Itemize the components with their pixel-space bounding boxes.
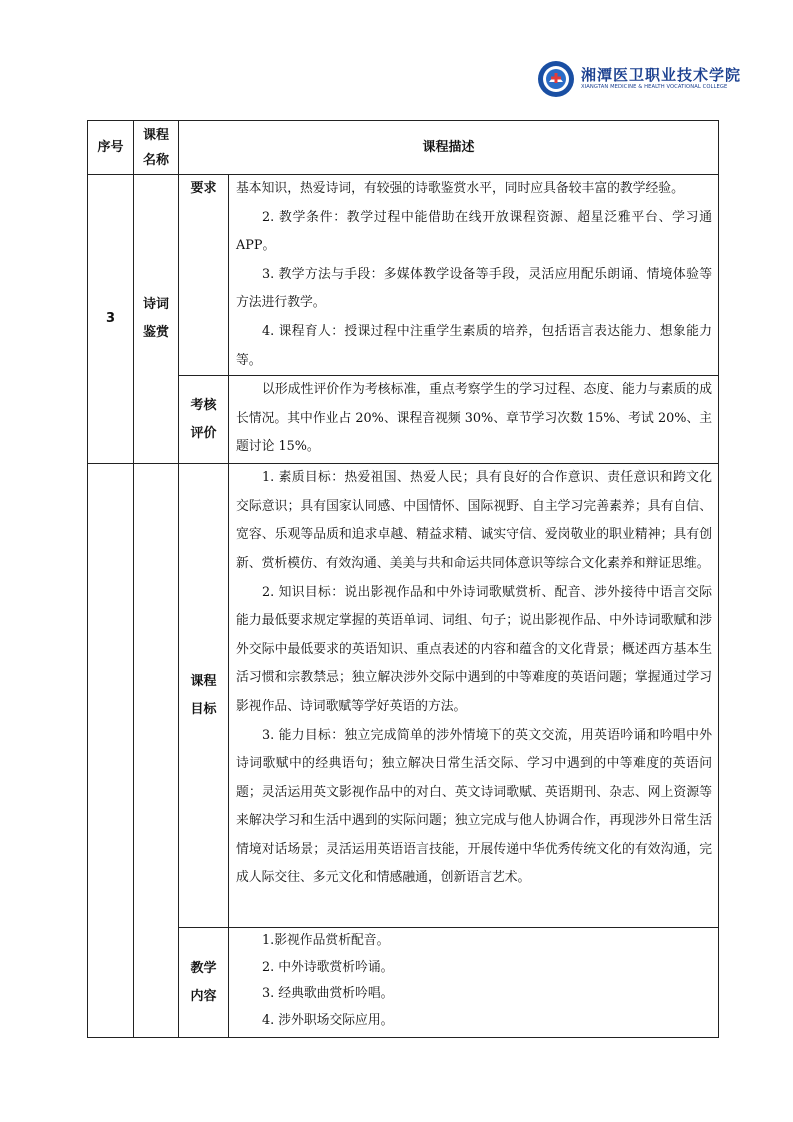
row-course-name: 诗词 鉴赏 bbox=[134, 175, 179, 464]
goal-paragraph: 1. 素质目标：热爱祖国、热爱人民；具有良好的合作意识、责任意识和跨文化交际意识；具有国家认同感、中国情怀、国际视野、自主学习完善素养；具有自信、宽容、乐观等品质和追求卓越、精益求精、诚实守信、爱岗敬业的职业精神；具有创新、赏析模仿、有效沟通、美美与共和命运共同体意识等综合文化素养和辩证思维。 bbox=[236, 470, 713, 571]
table-row bbox=[88, 464, 719, 928]
table-row bbox=[88, 175, 719, 376]
content-item: 2. 中外诗歌赏析吟诵。 bbox=[262, 959, 394, 975]
goal-paragraph: 3. 能力目标：独立完成简单的涉外情境下的英文交流，用英语吟诵和吟唱中外诗词歌赋中的经典语句；独立解决日常生活交际、学习中遇到的中等难度的英语问题；灵活运用英文影视作品中的对白、英文诗词歌赋、英语期刊、杂志、网上资源等来解决学习和生活中遇到的实际问题；独立完成与他人协调合作，再现涉外日常生活情境对话场景；灵活运用英语语言技能，开展传递中华优秀传统文化的有效沟通，完成人际交往、多元文化和情感融通，创新语言艺术。 bbox=[236, 727, 713, 886]
row-no-empty bbox=[88, 464, 134, 1038]
evaluation-cell bbox=[229, 376, 719, 464]
requirements-line: 4. 课程育人：授课过程中注重学生素质的培养，包括语言表达能力、想象能力等。 bbox=[236, 323, 713, 368]
table-row bbox=[88, 376, 719, 464]
table-row bbox=[88, 928, 719, 1038]
course-goals-cell bbox=[229, 464, 719, 928]
college-seal-icon bbox=[537, 60, 575, 98]
college-logo bbox=[537, 60, 742, 100]
header-description: 课程描述 bbox=[179, 121, 719, 175]
course-goals-label: 课程 目标 bbox=[179, 464, 229, 928]
requirements-label: 要求 bbox=[179, 175, 229, 376]
header-course-name: 课程 名称 bbox=[134, 121, 179, 175]
row-no: 3 bbox=[88, 175, 134, 464]
goal-paragraph: 2. 知识目标：说出影视作品和中外诗词歌赋赏析、配音、涉外接待中语言交际能力最低要求规定掌握的英语单词、词组、句子；说出影视作品、中外诗词歌赋和涉外交际中最低要求的英语知识、重点表述的内容和蕴含的文化背景；概述西方基本生活习惯和宗教禁忌；独立解决涉外交际中遇到的中等难度的英语问题；掌握通过学习影视作品、诗词歌赋等学好英语的方法。 bbox=[236, 584, 713, 714]
content-item: 4. 涉外职场交际应用。 bbox=[262, 1012, 394, 1028]
header-no: 序号 bbox=[88, 121, 134, 175]
evaluation-text: 以形成性评价作为考核标准，重点考察学生的学习过程、态度、能力与素质的成长情况。其中作业占 20%、课程音视频 30%、章节学习次数 15%、考试 20%、主题讨论 15%。 bbox=[236, 382, 713, 455]
teaching-content-cell bbox=[229, 928, 719, 1038]
table-header-row bbox=[88, 121, 719, 175]
college-name-en: XIANGTAN MEDICINE & HEALTH VOCATIONAL COLLEGE bbox=[581, 84, 728, 90]
requirements-line: 2. 教学条件：教学过程中能借助在线开放课程资源、超星泛雅平台、学习通APP。 bbox=[236, 209, 713, 254]
requirements-line: 基本知识，热爱诗词，有较强的诗歌鉴赏水平，同时应具备较丰富的教学经验。 bbox=[236, 181, 684, 196]
evaluation-label: 考核 评价 bbox=[179, 376, 229, 464]
college-name-cn: 湘潭医卫职业技术学院 bbox=[581, 66, 742, 84]
course-table bbox=[87, 120, 719, 1038]
teaching-content-label: 教学 内容 bbox=[179, 928, 229, 1038]
content-item: 1.影视作品赏析配音。 bbox=[262, 933, 390, 949]
content-item: 3. 经典歌曲赏析吟唱。 bbox=[262, 986, 394, 1002]
row-course-name-empty bbox=[134, 464, 179, 1038]
requirements-cell bbox=[229, 175, 719, 376]
requirements-line: 3. 教学方法与手段：多媒体教学设备等手段，灵活应用配乐朗诵、情境体验等方法进行教学。 bbox=[236, 266, 713, 311]
